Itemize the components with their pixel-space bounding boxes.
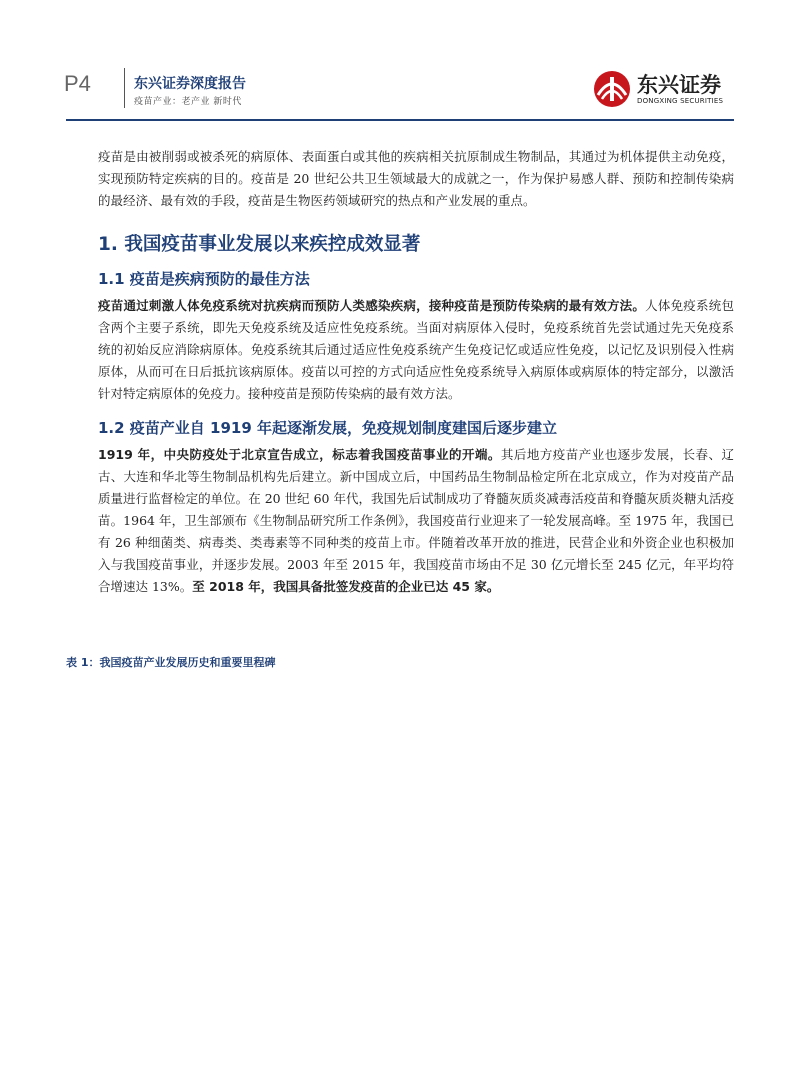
page-number: P4 xyxy=(64,71,91,96)
header-divider xyxy=(124,68,125,108)
paragraph-1-1-body: 人体免疫系统包含两个主要子系统，即先天免疫系统及适应性免疫系统。当面对病原体入侵时，免疫系统首先尝试通过先天免疫系统的初始反应消除病原体。免疫系统其后通过适应性免疫系统产生免疫记忆或适应性免疫，以记忆及识别侵入性病原体，从而可在日后抵抗该病原体。疫苗以可控的方式向适应性免疫系统导入病原体或病原体的特定部分，以激活针对特定病原体的免疫力。接种疫苗是预防传染病的最有效方法。 xyxy=(98,298,734,401)
company-logo xyxy=(590,67,740,111)
paragraph-1-2 xyxy=(98,444,734,598)
table-caption: 表 1：我国疫苗产业发展历史和重要里程碑 xyxy=(66,656,276,669)
logo-english-name: DONGXING SECURITIES xyxy=(637,97,724,105)
intro-paragraph: 疫苗是由被削弱或被杀死的病原体、表面蛋白或其他的疾病相关抗原制成生物制品，其通过为机体提供主动免疫，实现预防特定疾病的目的。疫苗是 20 世纪公共卫生领域最大的成就之一，作为保护易感人群、预防和控制传染病的最经济、最有效的手段，疫苗是生物医药领域研究的热点和产业发展的重点。 xyxy=(98,149,734,208)
paragraph-1-1-lead: 疫苗通过刺激人体免疫系统对抗疾病而预防人类感染疾病，接种疫苗是预防传染病的最有效方法。 xyxy=(98,298,646,313)
paragraph-1-2-tail: 至 2018 年，我国具备批签发疫苗的企业已达 45 家。 xyxy=(192,579,500,594)
section-heading: 1. 我国疫苗事业发展以来疾控成效显著 xyxy=(98,234,421,255)
paragraph-1-2-body: 其后地方疫苗产业也逐步发展，长春、辽古、大连和华北等生物制品机构先后建立。新中国成立后，中国药品生物制品检定所在北京成立，作为对疫苗产品质量进行监督检定的单位。在 20 世纪 60 年代，我国先后试制成功了脊髓灰质炎减毒活疫苗和脊髓灰质炎糖丸活疫苗。1964 年，卫生部颁布《生物制品研究所工作条例》，我国疫苗行业迎来了一轮发展高峰。至 1975 年，我国已有 26 种细菌类、病毒类、类毒素等不同种类的疫苗上市。伴随着改革开放的推进，民营企业和外资企业也积极加入与我国疫苗事业，并逐步发展。2003 年至 2015 年，我国疫苗市场由不足 30 亿元增长至 245 亿元，年平均符合增速达 13%。 xyxy=(98,447,734,594)
paragraph-1-1 xyxy=(98,295,734,405)
logo-mark-icon xyxy=(590,69,634,109)
paragraph-1-2-lead: 1919 年，中央防疫处于北京宣告成立，标志着我国疫苗事业的开端。 xyxy=(98,447,501,462)
report-subtitle: 疫苗产业：老产业 新时代 xyxy=(134,97,242,107)
report-title: 东兴证券深度报告 xyxy=(134,76,246,92)
header-rule xyxy=(66,119,734,121)
subsection-heading-1-1: 1.1 疫苗是疾病预防的最佳方法 xyxy=(98,270,310,288)
main-content xyxy=(98,146,734,598)
subsection-heading-1-2: 1.2 疫苗产业自 1919 年起逐渐发展，免疫规划制度建国后逐步建立 xyxy=(98,419,557,437)
logo-chinese-name: 东兴证券 xyxy=(637,73,721,97)
